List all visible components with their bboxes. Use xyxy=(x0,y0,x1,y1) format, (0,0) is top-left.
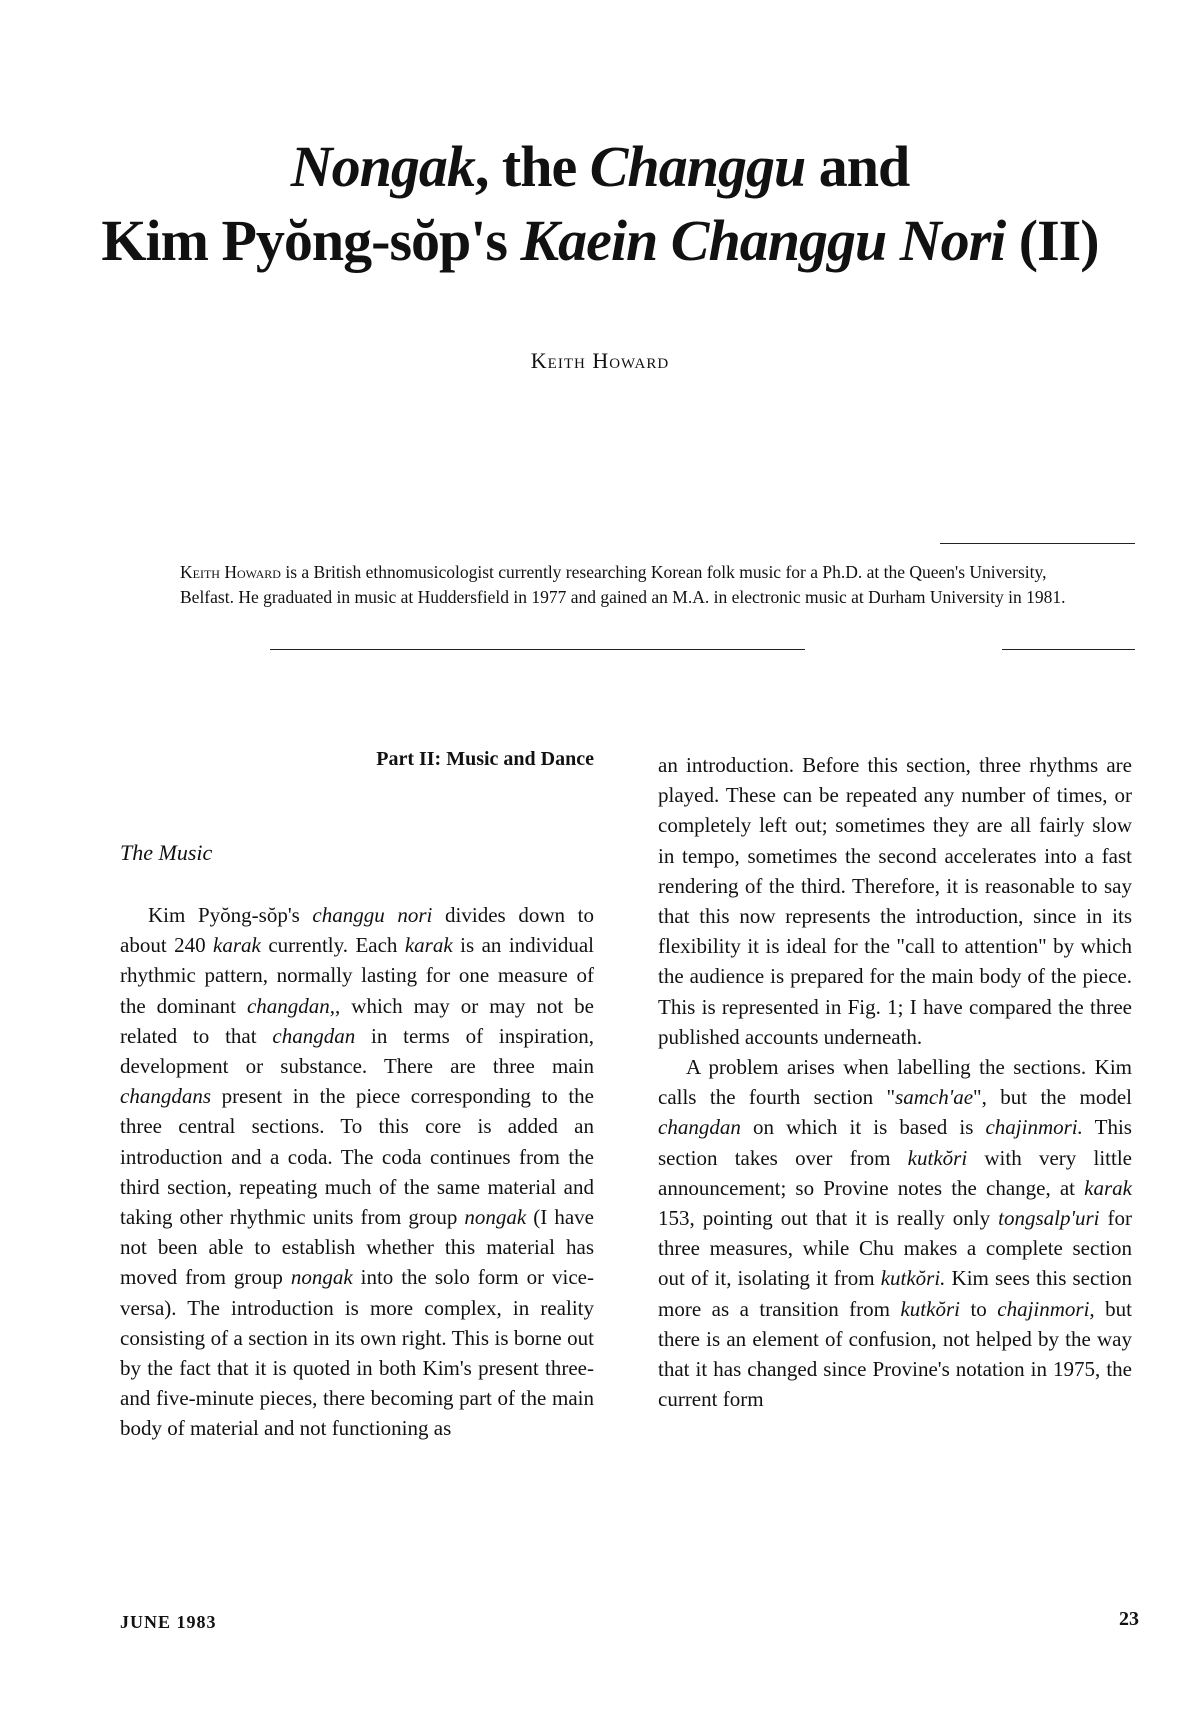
text-fragment: is an individual rhythmic pattern, normally lasting for one measure of the dominant xyxy=(120,933,594,1018)
text-fragment: This section takes over from xyxy=(658,1115,1132,1170)
right-column xyxy=(658,750,1132,1414)
text-fragment: Kim Pyŏng-sŏp's xyxy=(148,903,313,927)
text-fragment: divides down to about 240 xyxy=(120,903,594,958)
text-fragment: for three measures, while Chu makes a complete section out of it, isolating it from xyxy=(658,1206,1132,1291)
text-fragment: karak xyxy=(213,933,261,958)
left-column xyxy=(120,900,594,1444)
text-fragment: 153, pointing out that it is really only xyxy=(658,1206,999,1231)
part-heading: Part II: Music and Dance xyxy=(376,748,594,770)
text-fragment: in terms of inspiration, development or substance. There are three main xyxy=(120,1023,594,1079)
text-fragment: with very little announcement; so Provine notes the change, at xyxy=(658,1145,1132,1200)
text-fragment: ", but the model xyxy=(973,1085,1133,1110)
text-fragment: changdans xyxy=(120,1084,211,1109)
right-paragraph-2 xyxy=(658,1052,1132,1414)
author-bio xyxy=(180,560,1080,610)
text-fragment: , the xyxy=(474,134,590,199)
text-fragment: karak xyxy=(404,933,453,958)
text-fragment: changdan, xyxy=(246,993,336,1018)
bio-rule-bottom-right xyxy=(1002,649,1135,650)
page-number: 23 xyxy=(1119,1608,1139,1630)
text-fragment: present in the piece corresponding to the three central sections. To this core is added an introduction and a coda. The coda continues from the third section, repeating much of the same material and taking other rhythmic units from group xyxy=(120,1084,594,1230)
text-fragment: Nongak xyxy=(290,134,475,199)
text-fragment: nongak xyxy=(464,1205,527,1230)
bio-rule-bottom-left xyxy=(270,649,805,650)
text-fragment: A problem arises when labelling the sections. Kim calls the fourth section " xyxy=(658,1055,1132,1110)
text-fragment: tongsalp'uri xyxy=(998,1206,1100,1231)
text-fragment: currently. Each xyxy=(260,933,405,958)
text-fragment: chajinmori. xyxy=(985,1115,1083,1140)
text-fragment: kutkŏri xyxy=(900,1296,960,1321)
text-fragment: changdan xyxy=(658,1115,741,1140)
section-heading: The Music xyxy=(120,840,213,865)
text-fragment: samch'ae xyxy=(895,1085,974,1110)
text-fragment: karak xyxy=(1084,1175,1132,1200)
right-paragraph-1: an introduction. Before this section, three rhythms are played. These can be repeated any number of times, or completely left out; sometimes they are all fairly slow in tempo, sometimes the second accelerates into a fast rendering of the third. Therefore, it is reasonable to say that this now represents the introduction, since in its flexibility it is ideal for the "call to attention" by which the audience is prepared for the main body of the piece. This is represented in Fig. 1; I have compared the three published accounts underneath. xyxy=(658,753,1132,1049)
text-fragment: but there is an element of confusion, not helped by the way that it has changed since Provine's notation in 1975, the current form xyxy=(658,1296,1132,1412)
text-fragment: kutkŏri. xyxy=(880,1266,946,1291)
text-fragment: to xyxy=(959,1296,998,1321)
text-fragment: (II) xyxy=(1005,208,1099,273)
text-fragment: and xyxy=(805,134,910,199)
title-line-1 xyxy=(0,130,1200,204)
article-title xyxy=(0,130,1200,278)
text-fragment: Changgu xyxy=(589,134,806,199)
text-fragment: is a British ethnomusicologist currently researching Korean folk music for a Ph.D. at the Queen's University, Belfast. He graduated in music at Huddersfield in 1977 and gained an M.A. in electronic music at Durham University in 1981. xyxy=(180,562,1066,607)
title-line-2 xyxy=(0,204,1200,278)
text-fragment: nongak xyxy=(290,1265,353,1290)
text-fragment: , which may or may not be related to that xyxy=(120,993,595,1048)
text-fragment: (I have not been able to establish whether this material has moved from group xyxy=(120,1205,594,1290)
text-fragment: Keith Howard xyxy=(180,562,281,582)
text-fragment: kutkŏri xyxy=(907,1145,968,1170)
text-fragment: Kim sees this section more as a transition from xyxy=(658,1266,1132,1321)
text-fragment: chajinmori, xyxy=(997,1296,1095,1321)
text-fragment: changgu nori xyxy=(312,903,433,927)
text-fragment: on which it is based is xyxy=(740,1115,986,1140)
left-paragraph-1 xyxy=(120,900,594,1444)
text-fragment: into the solo form or vice-versa). The introduction is more complex, in reality consisting of a section in its own right. This is borne out by the fact that it is quoted in both Kim's present three- and five-minute pieces, there becoming part of the main body of material and not functioning as xyxy=(120,1265,594,1441)
text-fragment: Kim Pyŏng-sŏp's xyxy=(101,208,521,273)
text-fragment: Kaein Changgu Nori xyxy=(520,208,1006,273)
author-name: Keith Howard xyxy=(530,348,670,373)
bio-rule-top xyxy=(940,543,1135,544)
issue-date: JUNE 1983 xyxy=(120,1612,217,1632)
text-fragment: changdan xyxy=(272,1023,356,1048)
